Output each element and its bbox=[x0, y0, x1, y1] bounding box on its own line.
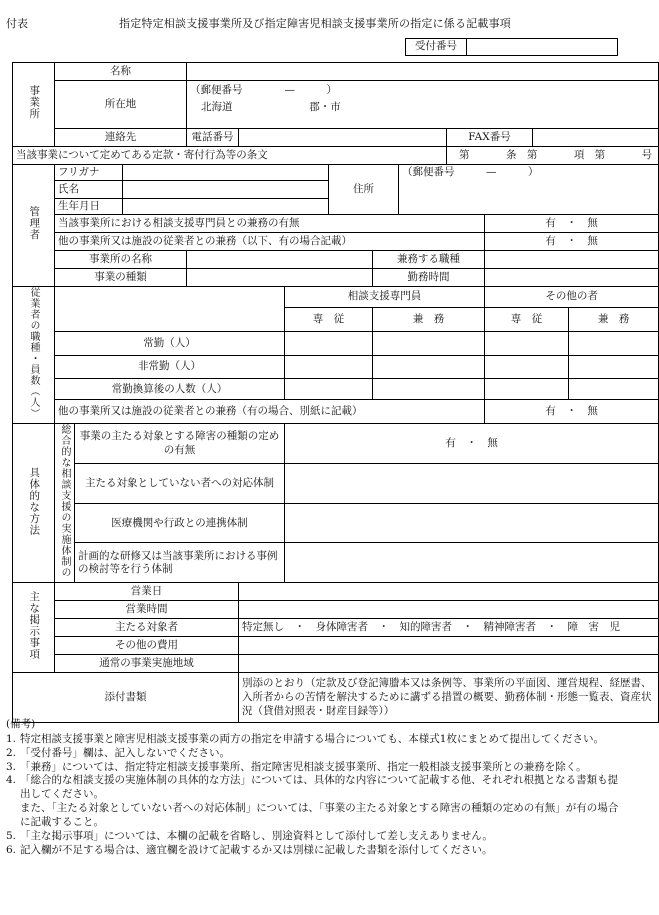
form-header bbox=[6, 17, 624, 33]
dob-label: 生年月日 bbox=[55, 199, 123, 215]
notice-service-area-field[interactable] bbox=[239, 655, 659, 673]
other-office-name-label: 事業所の名称 bbox=[55, 251, 187, 269]
notice-business-hours-label: 営業時間 bbox=[55, 601, 239, 619]
form-title: 指定特定相談支援事業所及び指定障害児相談支援事業所の指定に係る記載事項 bbox=[119, 17, 511, 30]
method-section-label: 具体的な方法 bbox=[13, 424, 55, 583]
method-sub-label: 総合的な相談支援の実施体制の bbox=[55, 424, 75, 583]
staff-cell[interactable] bbox=[373, 331, 485, 355]
manager-name-label: 氏名 bbox=[55, 181, 123, 199]
notice-other-fees-label: その他の費用 bbox=[55, 637, 239, 655]
staff-cell[interactable] bbox=[373, 379, 485, 400]
fax-label: FAX番号 bbox=[447, 129, 533, 147]
other-staff-header: その他の者 bbox=[485, 287, 659, 308]
note-item: 3. 「兼務」については、指定特定相談支援事業所、指定障害児相談支援事業所、指定一般相談支援事業所との兼務を除く。 bbox=[6, 760, 587, 773]
specialist-fulltime-header: 専 従 bbox=[285, 308, 373, 332]
other-fulltime-header: 専 従 bbox=[485, 308, 569, 332]
notice-target-label: 主たる対象者 bbox=[55, 619, 239, 637]
concurrent-specialist-label: 当該事業所における相談支援専門員との兼務の有無 bbox=[55, 215, 485, 233]
phone-label: 電話番号 bbox=[187, 129, 239, 147]
staff-concurrent-yes-no[interactable]: 有 ・ 無 bbox=[485, 400, 659, 424]
method-row-disability-type-label: 事業の主たる対象とする障害の種類の定めの有無 bbox=[75, 424, 285, 464]
staff-cell[interactable] bbox=[285, 379, 373, 400]
notice-business-days-label: 営業日 bbox=[55, 583, 239, 601]
office-name-field[interactable] bbox=[187, 63, 659, 81]
method-row-nontarget-label: 主たる対象としていない者への対応体制 bbox=[75, 463, 285, 503]
phone-field[interactable] bbox=[239, 129, 447, 147]
work-hours-field[interactable] bbox=[485, 269, 659, 287]
receipt-number-field[interactable] bbox=[467, 39, 618, 56]
staff-cell[interactable] bbox=[569, 355, 659, 379]
articles-field[interactable]: 第 条 第 項 第 号 bbox=[447, 147, 659, 165]
fax-field[interactable] bbox=[533, 129, 659, 147]
staff-section-label: 従業者の職種・員数（人） bbox=[13, 287, 55, 424]
note-item-continuation: また、「主たる対象としていない者への対応体制」については、「事業の主たる対象とする障害の種類の定めの有無」が有の場合に記載すること。 bbox=[20, 802, 619, 829]
other-office-name-field[interactable] bbox=[187, 251, 373, 269]
office-location-label: 所在地 bbox=[55, 81, 187, 129]
staff-cell[interactable] bbox=[285, 355, 373, 379]
note-item: 1. 特定相談支援事業と障害児相談支援事業の両方の指定を申請する場合についても、本様式1枚にまとめて提出してください。 bbox=[6, 732, 604, 745]
method-training-field[interactable] bbox=[285, 543, 659, 583]
attachment-label: 添付書類 bbox=[13, 673, 239, 723]
concurrent-other-label: 他の事業所又は施設の従業者との兼務（以下、有の場合記載） bbox=[55, 233, 485, 251]
furigana-label: フリガナ bbox=[55, 165, 123, 181]
method-medical-field[interactable] bbox=[285, 503, 659, 543]
articles-label: 当該事業について定めてある定款・寄付行為等の条文 bbox=[13, 147, 447, 165]
notes-section bbox=[6, 718, 624, 858]
office-contact-label: 連絡先 bbox=[55, 129, 187, 147]
other-parttime-header: 兼 務 bbox=[569, 308, 659, 332]
office-section-label: 事業所 bbox=[13, 63, 55, 147]
notice-other-fees-field[interactable] bbox=[239, 637, 659, 655]
notice-section-label: 主な掲示事項 bbox=[13, 583, 55, 673]
note-item: 5. 「主な掲示事項」については、本欄の記載を省略し、別途資料として添付して差し支えありません。 bbox=[6, 829, 493, 842]
notes-heading: (備考) bbox=[6, 718, 36, 730]
dob-field[interactable] bbox=[123, 199, 329, 215]
method-row-training-label: 計画的な研修又は当該事業所における事例の検討等を行う体制 bbox=[75, 543, 285, 583]
manager-address-label: 住所 bbox=[329, 165, 399, 215]
method-nontarget-field[interactable] bbox=[285, 463, 659, 503]
staff-header-blank bbox=[55, 287, 285, 332]
staff-cell[interactable] bbox=[485, 355, 569, 379]
business-type-label: 事業の種類 bbox=[55, 269, 187, 287]
notice-business-hours-field[interactable] bbox=[239, 601, 659, 619]
staff-cell[interactable] bbox=[285, 331, 373, 355]
manager-postal-field[interactable]: （郵便番号 — ） bbox=[399, 165, 659, 181]
specialist-header: 相談支援専門員 bbox=[285, 287, 485, 308]
notice-service-area-label: 通常の事業実施地域 bbox=[55, 655, 239, 673]
notice-target-options[interactable]: 特定無し ・ 身体障害者 ・ 知的障害者 ・ 精神障害者 ・ 障 害 児 bbox=[239, 619, 659, 637]
concurrent-specialist-yes-no[interactable]: 有 ・ 無 bbox=[485, 215, 659, 233]
office-postal-field[interactable]: （郵便番号 — ） bbox=[187, 81, 659, 101]
note-item: 6. 記入欄が不足する場合は、適宜欄を設けて記載するか又は別様に記載した書類を添付してください。 bbox=[6, 843, 493, 856]
concurrent-other-yes-no[interactable]: 有 ・ 無 bbox=[485, 233, 659, 251]
receipt-number-box bbox=[405, 38, 618, 56]
staff-cell[interactable] bbox=[569, 331, 659, 355]
prefecture-text: 北海道 bbox=[201, 100, 233, 113]
staff-row-fulltime-label: 常勤（人） bbox=[55, 331, 285, 355]
receipt-number-label: 受付番号 bbox=[406, 39, 467, 56]
staff-cell[interactable] bbox=[373, 355, 485, 379]
manager-address-field[interactable] bbox=[399, 181, 659, 215]
manager-name-field[interactable] bbox=[123, 181, 329, 199]
staff-cell[interactable] bbox=[485, 331, 569, 355]
staff-concurrent-label: 他の事業所又は施設の従業者との兼務（有の場合、別紙に記載） bbox=[55, 400, 485, 424]
furigana-field[interactable] bbox=[123, 165, 329, 181]
city-suffix-text: 郡・市 bbox=[309, 100, 341, 113]
business-type-field[interactable] bbox=[187, 269, 373, 287]
staff-cell[interactable] bbox=[569, 379, 659, 400]
method-row-medical-label: 医療機関や行政との連携体制 bbox=[75, 503, 285, 543]
staff-row-converted-label: 常勤換算後の人数（人） bbox=[55, 379, 285, 400]
manager-section-label: 管理者 bbox=[13, 165, 55, 287]
office-name-label: 名称 bbox=[55, 63, 187, 81]
application-form-table bbox=[12, 62, 659, 723]
office-address-field[interactable] bbox=[187, 101, 659, 129]
note-item: 4. 「総合的な相談支援の実施体制の具体的な方法」については、具体的な内容について記載する他、それぞれ根拠となる書類も提出してください。 bbox=[6, 774, 619, 801]
note-item: 2. 「受付番号」欄は、記入しないでください。 bbox=[6, 746, 230, 759]
staff-cell[interactable] bbox=[485, 379, 569, 400]
form-label: 付表 bbox=[6, 17, 28, 30]
staff-row-parttime-label: 非常勤（人） bbox=[55, 355, 285, 379]
method-disability-type-yes-no[interactable]: 有 ・ 無 bbox=[285, 424, 659, 464]
concurrent-position-label: 兼務する職種 bbox=[373, 251, 485, 269]
work-hours-label: 勤務時間 bbox=[373, 269, 485, 287]
attachment-text: 別添のとおり（定款及び登記簿謄本又は条例等、事業所の平面図、運営規程、経歴書、入所者からの苦情を解決するために講ずる措置の概要、勤務体制・形態一覧表、資産状況（貸借対照表・財産目録等）） bbox=[239, 673, 659, 723]
specialist-parttime-header: 兼 務 bbox=[373, 308, 485, 332]
notice-business-days-field[interactable] bbox=[239, 583, 659, 601]
concurrent-position-field[interactable] bbox=[485, 251, 659, 269]
